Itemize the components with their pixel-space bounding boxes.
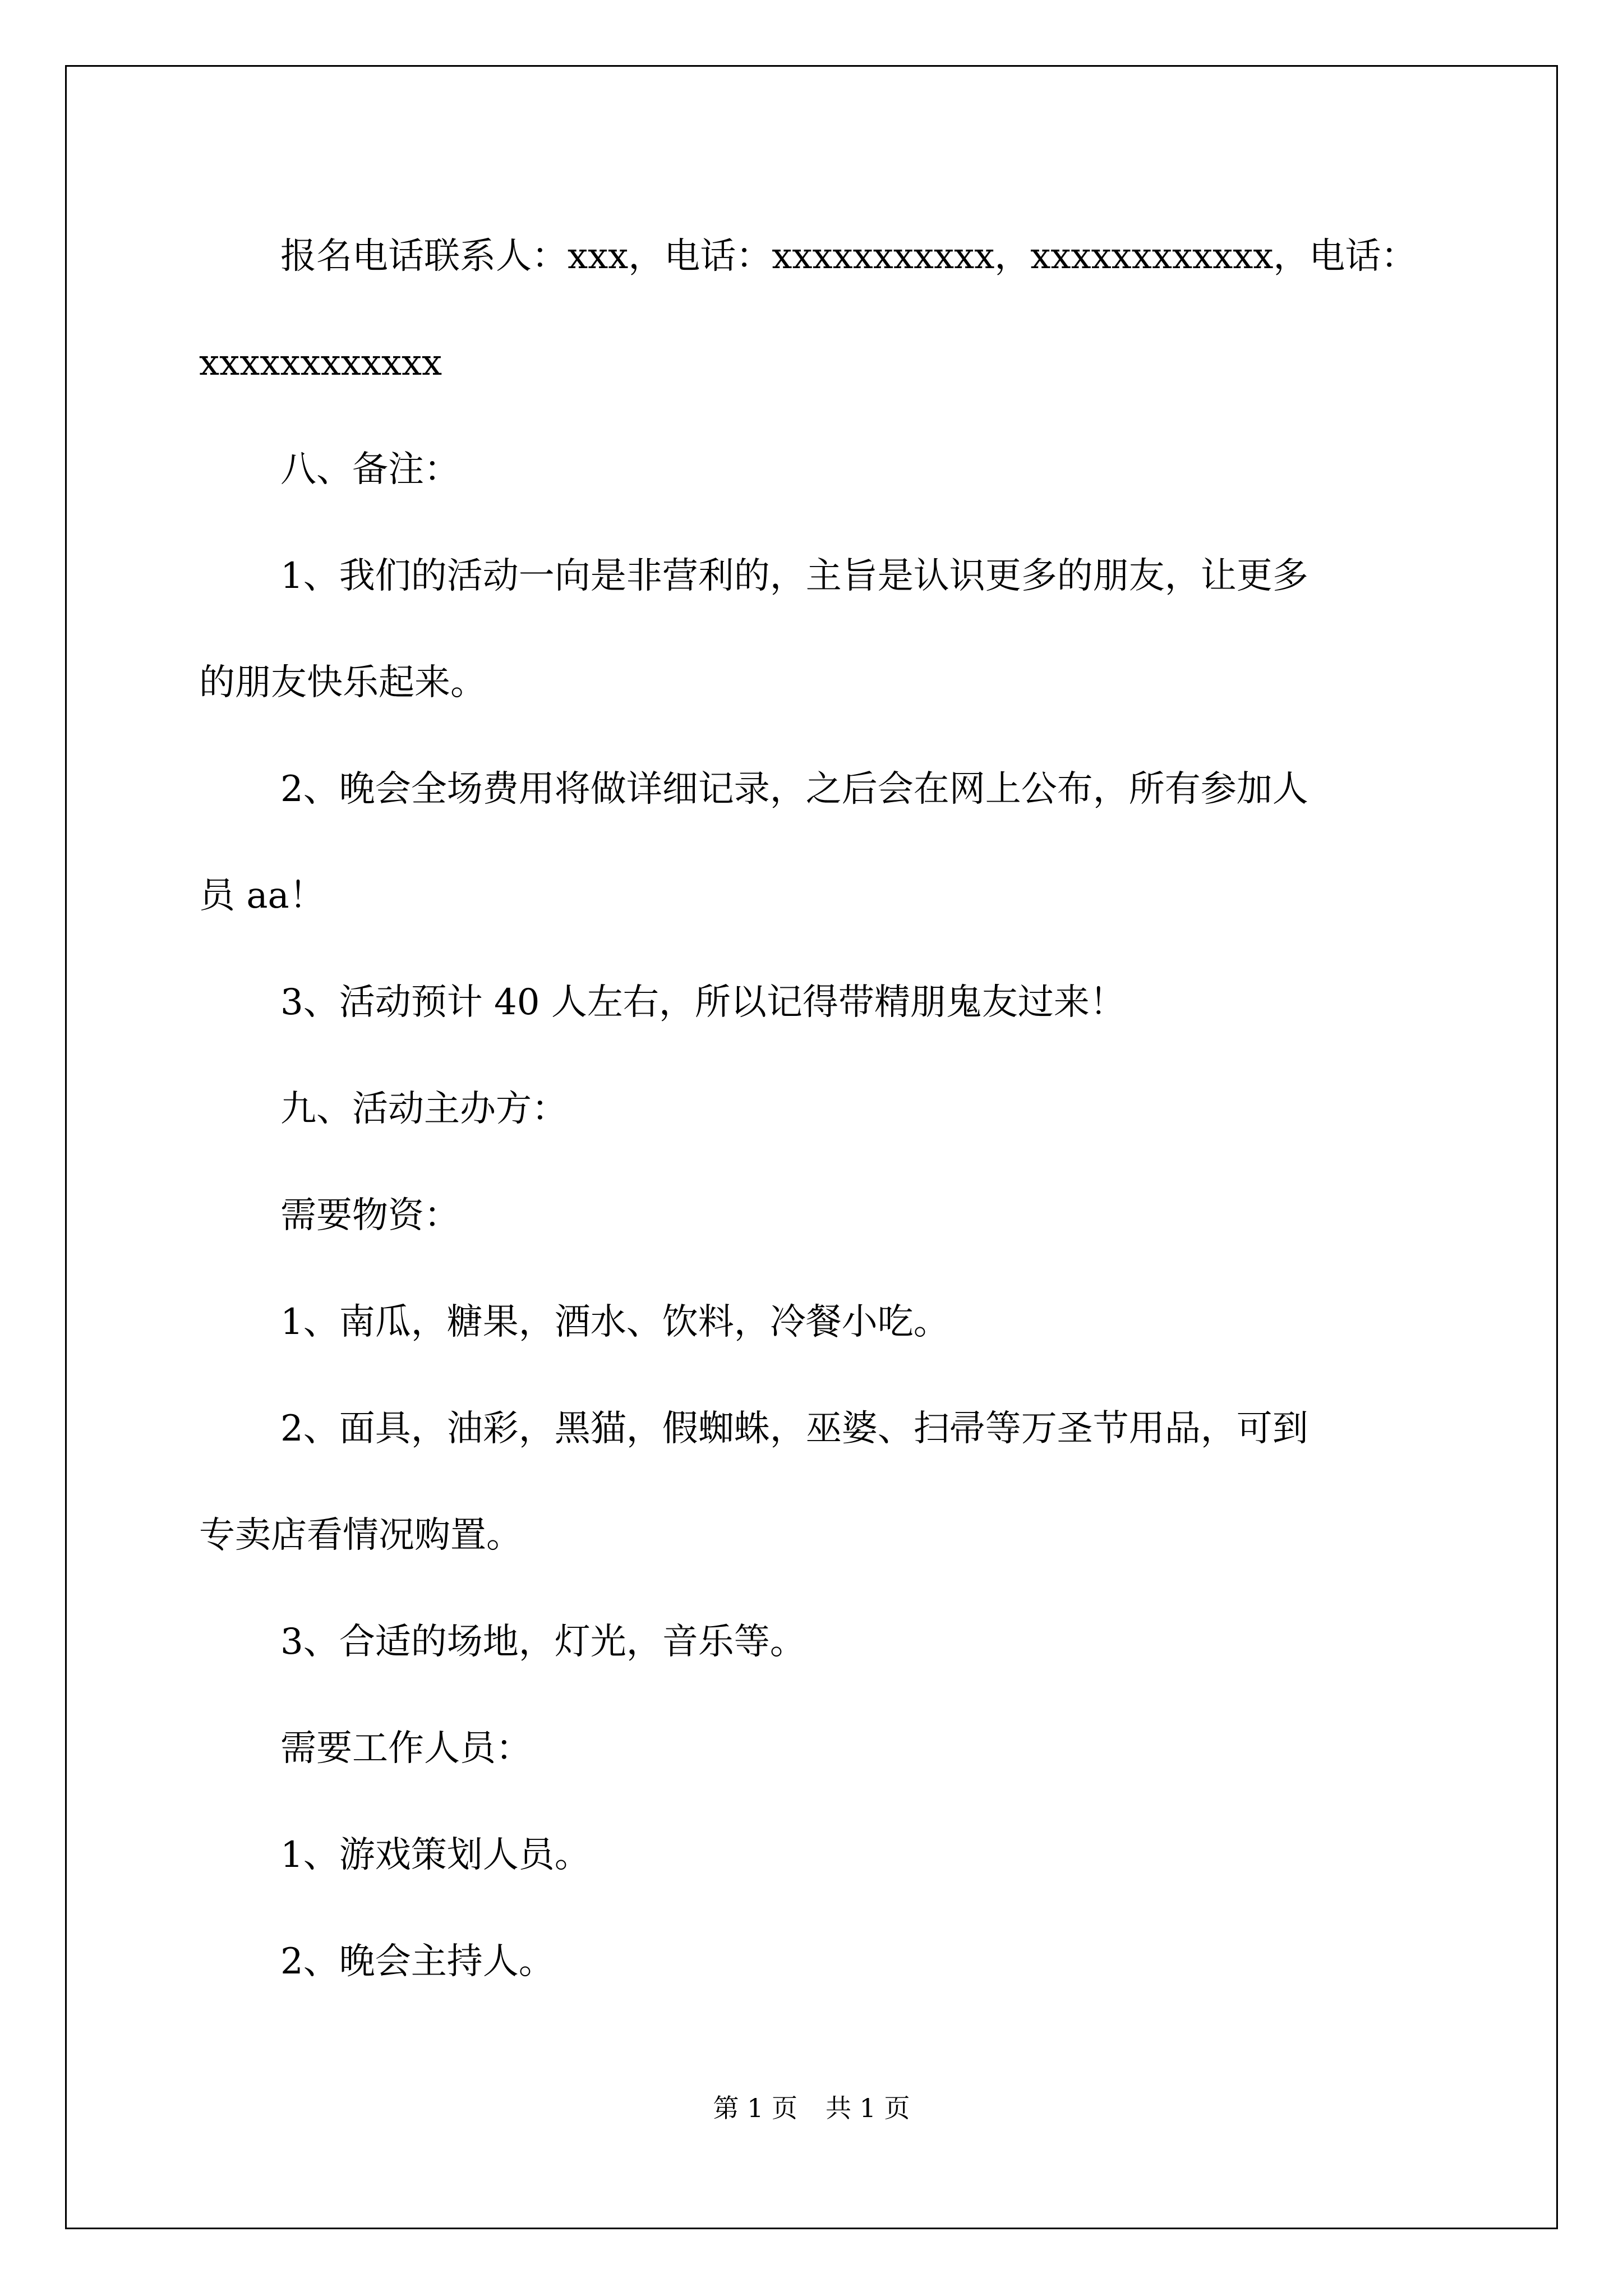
- text-line: 的朋友快乐起来。: [199, 662, 486, 703]
- text-line: 2、晚会全场费用将做详细记录，之后会在网上公布，所有参加人: [280, 769, 1308, 810]
- page-border: [65, 65, 1558, 2229]
- text-line: 2、面具，油彩，黑猫，假蜘蛛，巫婆、扫帚等万圣节用品，可到: [280, 1408, 1308, 1450]
- text-line: 3、合适的场地，灯光，音乐等。: [280, 1621, 806, 1663]
- text-line: 3、活动预计 40 人左右，所以记得带精朋鬼友过来！: [280, 982, 1126, 1023]
- text-line: 专卖店看情况购置。: [199, 1515, 522, 1556]
- text-line: 报名电话联系人：xxx，电话：xxxxxxxxxxx，xxxxxxxxxxxx，电话：: [280, 236, 1417, 277]
- section-heading: 八、备注：: [280, 449, 460, 490]
- subheading: 需要工作人员：: [280, 1728, 532, 1769]
- text-line: 1、南瓜，糖果，酒水、饮料，冷餐小吃。: [280, 1301, 949, 1343]
- section-heading: 九、活动主办方：: [280, 1088, 568, 1130]
- text-line: xxxxxxxxxxxx: [199, 342, 442, 384]
- page-total: 共 1 页: [826, 2093, 910, 2123]
- text-line: 2、晚会主持人。: [280, 1941, 555, 1982]
- subheading: 需要物资：: [280, 1195, 460, 1236]
- text-line: 1、游戏策划人员。: [280, 1834, 591, 1876]
- text-line: 员 aa！: [199, 875, 325, 917]
- text-line: 1、我们的活动一向是非营利的，主旨是认识更多的朋友，让更多: [280, 555, 1308, 597]
- page-footer: [0, 2095, 1623, 2121]
- page-number: 第 1 页: [713, 2093, 797, 2123]
